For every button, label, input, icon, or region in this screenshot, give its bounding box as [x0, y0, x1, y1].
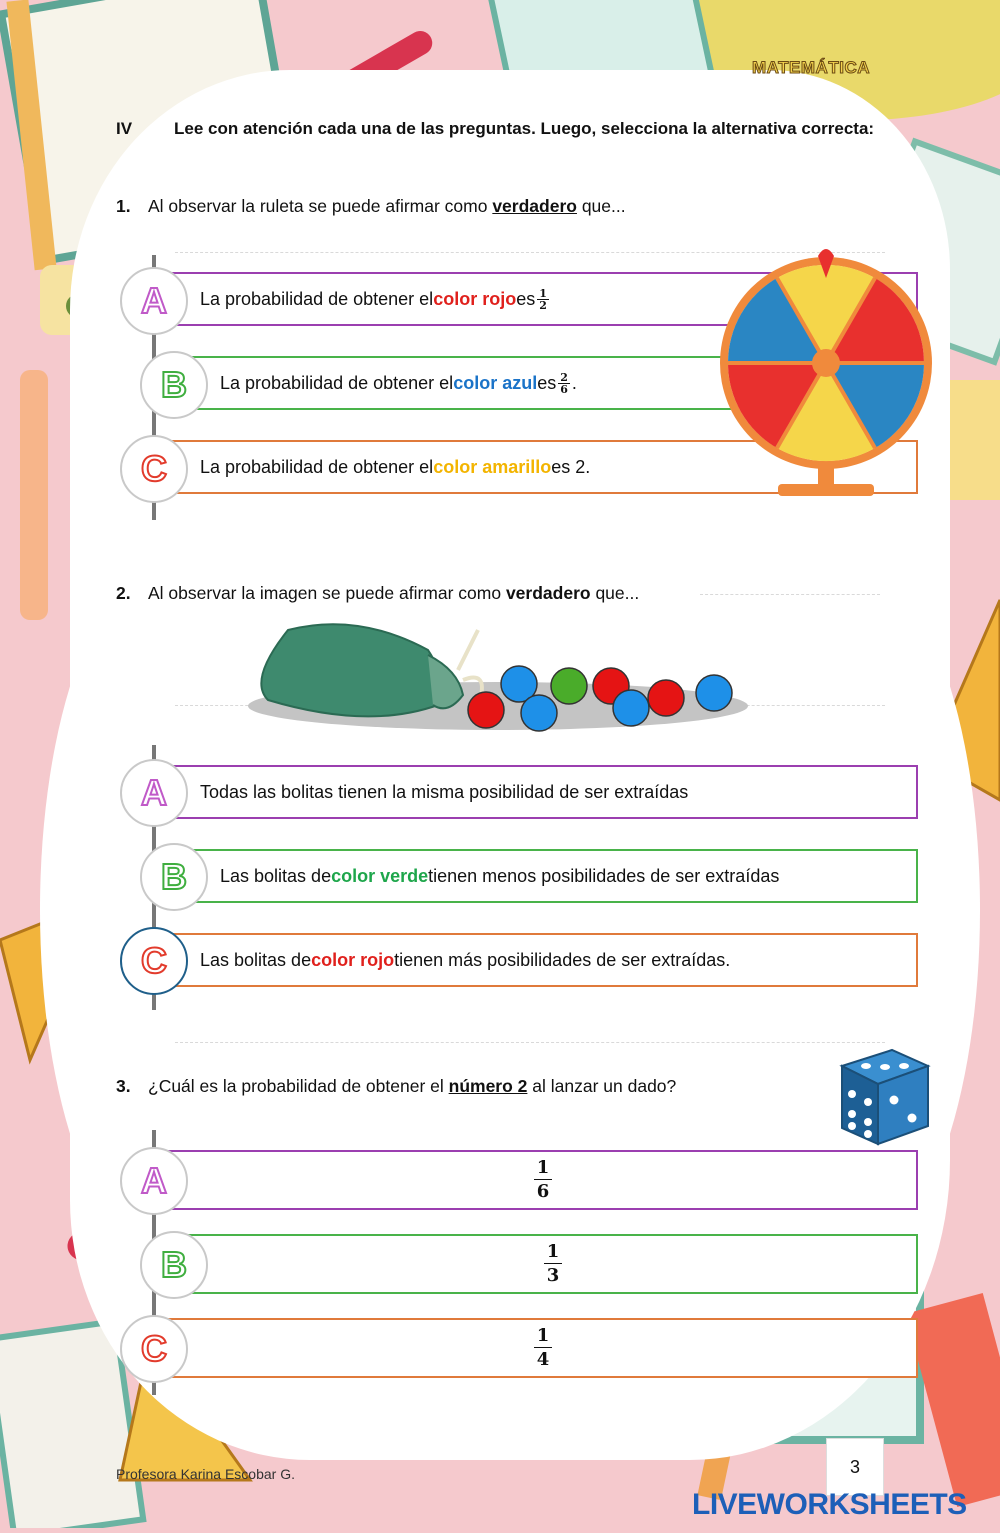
page-number: 3: [826, 1438, 884, 1496]
question-number: 3.: [116, 1076, 131, 1096]
subject-title: MATEMÁTICA: [752, 58, 870, 77]
option-c-badge[interactable]: C: [120, 435, 188, 503]
q1-option-a[interactable]: La probabilidad de obtener el color rojo es $\frac{1}{2}$: [168, 272, 918, 326]
q3-option-c[interactable]: [168, 1318, 918, 1378]
fraction: $\frac{1}{2}$: [539, 286, 547, 312]
keyword: número 2: [448, 1076, 528, 1096]
q1-option-b[interactable]: La probabilidad de obtener el color azul es $\frac{2}{6}$ .: [188, 356, 918, 410]
q2-option-c[interactable]: Las bolitas de color rojo tienen más posibilidades de ser extraídas.: [168, 933, 918, 987]
question-number: 2.: [116, 583, 131, 603]
option-b-badge[interactable]: B: [140, 351, 208, 419]
divider: [700, 594, 880, 595]
question-1: 1. Al observar la ruleta se puede afirmar como verdadero que...: [116, 196, 626, 216]
option-c-badge[interactable]: C: [120, 1315, 188, 1383]
question-3: 3. ¿Cuál es la probabilidad de obtener el número 2 al lanzar un dado?: [116, 1076, 677, 1096]
option-c-badge[interactable]: C: [120, 927, 188, 995]
teacher-name: Profesora Karina Escobar G.: [116, 1466, 295, 1482]
liveworksheets-logo[interactable]: LIVEWORKSHEETS: [692, 1488, 967, 1521]
divider: [175, 1042, 885, 1043]
instruction: [116, 116, 886, 142]
option-a-badge[interactable]: A: [120, 1147, 188, 1215]
q3-option-b[interactable]: [188, 1234, 918, 1294]
fraction: $\frac{1}{3}$: [544, 1243, 563, 1285]
question-number: 1.: [116, 196, 131, 216]
fraction: $\frac{1}{4}$: [534, 1327, 553, 1369]
q1-option-c[interactable]: La probabilidad de obtener el color amarillo es 2.: [168, 440, 918, 494]
option-a-badge[interactable]: A: [120, 759, 188, 827]
spinner-wheel-image: [718, 248, 938, 500]
fraction: $\frac{1}{6}$: [534, 1159, 553, 1201]
option-b-badge[interactable]: B: [140, 843, 208, 911]
keyword: verdadero: [492, 196, 577, 216]
instruction-text: Lee con atención cada una de las preguntas. Luego, selecciona la alternativa correcta:: [174, 119, 875, 138]
option-b-badge[interactable]: B: [140, 1231, 208, 1299]
q2-option-a[interactable]: Todas las bolitas tienen la misma posibilidad de ser extraídas: [168, 765, 918, 819]
fraction: $\frac{2}{6}$: [560, 370, 568, 396]
option-a-badge[interactable]: A: [120, 267, 188, 335]
instruction-number: IV: [116, 119, 133, 138]
die-image: [836, 1044, 932, 1148]
q2-option-b[interactable]: Las bolitas de color verde tienen menos posibilidades de ser extraídas: [188, 849, 918, 903]
question-2: 2. Al observar la imagen se puede afirmar como verdadero que...: [116, 583, 640, 603]
marble-bag-image: [248, 620, 748, 740]
q3-option-a[interactable]: [168, 1150, 918, 1210]
keyword: verdadero: [505, 583, 591, 603]
